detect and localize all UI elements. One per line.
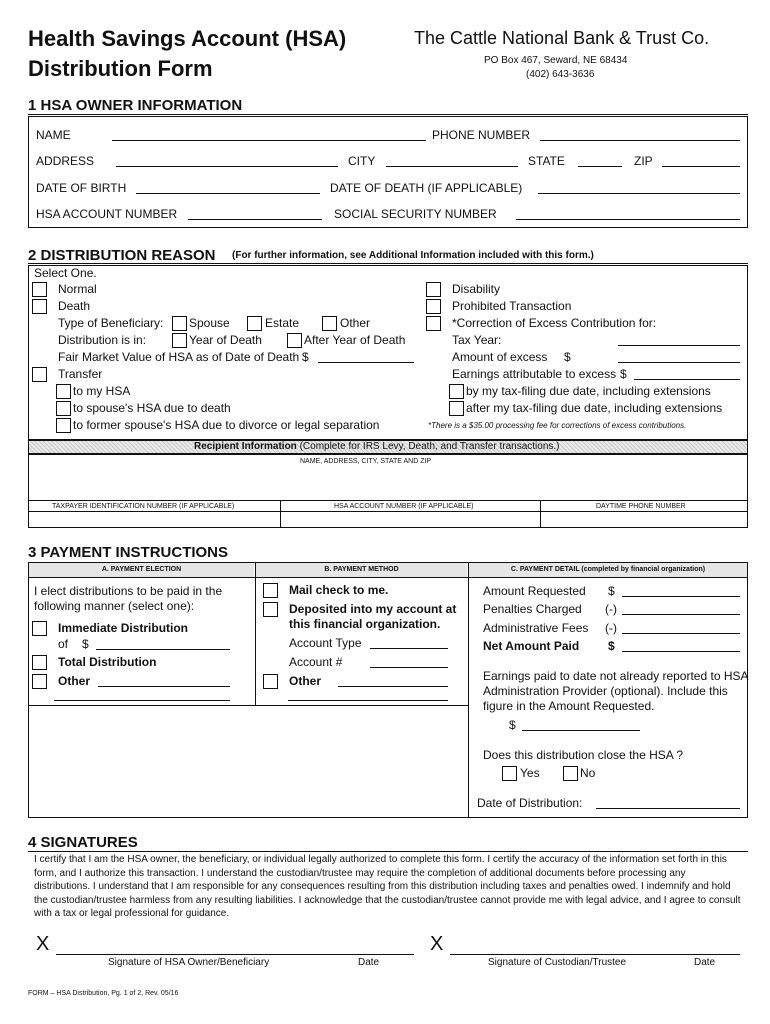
- elect-line1: I elect distributions to be paid in the: [34, 584, 223, 598]
- death-label: Death: [58, 299, 91, 313]
- amount-requested-dollar: $: [608, 584, 615, 598]
- earnings-line1: Earnings paid to date not already reported to HSA: [483, 669, 749, 683]
- zip-field[interactable]: [662, 166, 740, 167]
- year-of-death-label: Year of Death: [189, 333, 262, 347]
- other-election-checkbox[interactable]: [32, 674, 47, 689]
- deposit-line1: Deposited into my account at: [289, 602, 457, 616]
- amount-of-excess-field[interactable]: [618, 362, 740, 363]
- deposit-line2: this financial organization.: [289, 617, 441, 631]
- bank-address: PO Box 467, Seward, NE 68434: [484, 55, 628, 66]
- other-beneficiary-label: Other: [340, 316, 371, 330]
- earnings-attributable-label: Earnings attributable to excess: [452, 367, 617, 381]
- ssn-label: SOCIAL SECURITY NUMBER: [334, 207, 497, 221]
- earnings-line2: Administration Provider (optional). Include this: [483, 684, 728, 698]
- estate-label: Estate: [265, 316, 300, 330]
- dod-field[interactable]: [538, 193, 740, 194]
- tax-year-label: Tax Year:: [452, 333, 502, 347]
- custodian-signature-label: Signature of Custodian/Trustee: [488, 957, 627, 968]
- after-year-of-death-label: After Year of Death: [304, 333, 406, 347]
- total-label: Total Distribution: [58, 655, 157, 669]
- amount-of-excess-label: Amount of excess: [452, 350, 548, 364]
- date-of-distribution-field[interactable]: [596, 808, 740, 809]
- custodian-date-label: Date: [694, 957, 716, 968]
- name-label: NAME: [36, 128, 71, 142]
- owner-signature-field[interactable]: [56, 954, 414, 955]
- disability-checkbox[interactable]: [426, 282, 441, 297]
- immediate-label: Immediate Distribution: [58, 621, 189, 635]
- net-amount-label: Net Amount Paid: [483, 639, 580, 653]
- recipient-box: [28, 454, 748, 528]
- normal-label: Normal: [58, 282, 97, 296]
- other-election-field[interactable]: [98, 686, 230, 687]
- form-id: FORM – HSA Distribution, Pg. 1 of 2, Rev. 05/16: [28, 990, 179, 997]
- section1-heading: 1 HSA OWNER INFORMATION: [28, 97, 243, 114]
- correction-checkbox[interactable]: [426, 316, 441, 331]
- address-field[interactable]: [116, 166, 338, 167]
- account-num-label: Account #: [289, 655, 343, 669]
- city-field[interactable]: [386, 166, 518, 167]
- recipient-tin-label: TAXPAYER IDENTIFICATION NUMBER (IF APPLICABLE): [52, 503, 235, 510]
- elect-line2: following manner (select one):: [34, 599, 195, 613]
- other-beneficiary-checkbox[interactable]: [322, 316, 337, 331]
- fmv-label: Fair Market Value of HSA as of Date of Death: [58, 350, 300, 364]
- other-method-checkbox[interactable]: [263, 674, 278, 689]
- net-amount-dollar: $: [608, 639, 615, 653]
- estate-checkbox[interactable]: [247, 316, 262, 331]
- admin-fees-minus: (-): [605, 621, 617, 635]
- dob-label: DATE OF BIRTH: [36, 181, 127, 195]
- name-field[interactable]: [112, 140, 426, 141]
- penalties-label: Penalties Charged: [483, 602, 582, 616]
- distribution-is-in-label: Distribution is in:: [58, 333, 147, 347]
- other-method-field[interactable]: [338, 686, 448, 687]
- to-spouse-label: to spouse's HSA due to death: [73, 401, 231, 415]
- death-checkbox[interactable]: [32, 299, 47, 314]
- state-label: STATE: [528, 154, 565, 168]
- owner-signature-label: Signature of HSA Owner/Beneficiary: [108, 957, 270, 968]
- recipient-heading-wrap: [194, 441, 560, 452]
- account-type-field[interactable]: [370, 648, 448, 649]
- total-checkbox[interactable]: [32, 655, 47, 670]
- fmv-dollar: $: [302, 350, 309, 364]
- prohibited-checkbox[interactable]: [426, 299, 441, 314]
- mail-check-label: Mail check to me.: [289, 583, 389, 597]
- earnings-attributable-field[interactable]: [634, 379, 740, 380]
- normal-checkbox[interactable]: [32, 282, 47, 297]
- to-my-hsa-label: to my HSA: [73, 384, 131, 398]
- transfer-label: Transfer: [58, 367, 103, 381]
- phone-field[interactable]: [540, 140, 740, 141]
- of-label: of: [58, 637, 69, 651]
- transfer-checkbox[interactable]: [32, 367, 47, 382]
- recipient-daytime-phone-label: DAYTIME PHONE NUMBER: [596, 503, 686, 510]
- other-election-field-2[interactable]: [54, 700, 230, 701]
- close-no-label: No: [580, 766, 596, 780]
- account-num-field[interactable]: [370, 667, 448, 668]
- col-b-header: B. PAYMENT METHOD: [256, 563, 467, 577]
- account-number-label: HSA ACCOUNT NUMBER: [36, 207, 178, 221]
- certification-text: I certify that I am the HSA owner, the beneficiary, or individual legally authorized to complete this form. I certify the accuracy of the information set forth in this form, and I authorize this transaction. I understand the custodian/trustee may require the completion of additional documents before processing any distributions. I understand that I am responsible for any consequences resulting from this distribution including taxes and penalties owed. I indemnify and hold the custodian/trustee harmless from any resulting liabilities. I acknowledge that the custodian/trustee cannot provide me with legal advice, and I agree to consult with a tax or legal professional for guidance.: [34, 854, 741, 919]
- form-title-line1: Health Savings Account (HSA): [28, 26, 347, 51]
- to-former-spouse-label: to former spouse's HSA due to divorce or legal separation: [73, 418, 380, 432]
- to-former-spouse-checkbox[interactable]: [56, 418, 71, 433]
- correction-label: *Correction of Excess Contribution for:: [452, 316, 657, 330]
- spouse-label: Spouse: [189, 316, 230, 330]
- state-field[interactable]: [578, 166, 622, 167]
- other-election-label: Other: [58, 674, 91, 688]
- spouse-checkbox[interactable]: [172, 316, 187, 331]
- immediate-dollar: $: [82, 637, 89, 651]
- address-label: ADDRESS: [36, 154, 95, 168]
- by-due-date-checkbox[interactable]: [449, 384, 464, 399]
- col-c-header: C. PAYMENT DETAIL (completed by financial organization): [469, 563, 747, 577]
- close-question: Does this distribution close the HSA ?: [483, 748, 684, 762]
- close-no-checkbox[interactable]: [563, 766, 578, 781]
- custodian-x-mark: X: [430, 933, 444, 955]
- city-label: CITY: [348, 154, 376, 168]
- year-of-death-checkbox[interactable]: [172, 333, 187, 348]
- custodian-signature-field[interactable]: [450, 954, 740, 955]
- phone-label: PHONE NUMBER: [432, 128, 531, 142]
- zip-label: ZIP: [634, 154, 653, 168]
- other-method-field-2[interactable]: [288, 700, 448, 701]
- section3-heading: 3 PAYMENT INSTRUCTIONS: [28, 544, 229, 561]
- fmv-field[interactable]: [318, 362, 414, 363]
- bank-phone: (402) 643-3636: [526, 69, 595, 80]
- after-due-date-label: after my tax-filing due date, including extensions: [466, 401, 723, 415]
- penalties-field[interactable]: [622, 614, 740, 615]
- col-a-header: A. PAYMENT ELECTION: [29, 563, 254, 577]
- section2-note: (For further information, see Additional Information included with this form.): [232, 250, 594, 261]
- type-of-beneficiary-label: Type of Beneficiary:: [58, 316, 164, 330]
- earnings-dollar: $: [620, 367, 627, 381]
- amount-requested-field[interactable]: [622, 596, 740, 597]
- owner-date-label: Date: [358, 957, 380, 968]
- net-amount-field[interactable]: [622, 651, 740, 652]
- disability-label: Disability: [452, 282, 501, 296]
- immediate-amount-field[interactable]: [96, 649, 230, 650]
- amount-requested-label: Amount Requested: [483, 584, 586, 598]
- to-spouse-checkbox[interactable]: [56, 401, 71, 416]
- section4-heading: 4 SIGNATURES: [28, 834, 138, 851]
- select-one-label: Select One.: [34, 266, 97, 280]
- immediate-checkbox[interactable]: [32, 621, 47, 636]
- excess-dollar: $: [564, 350, 571, 364]
- penalties-minus: (-): [605, 602, 617, 616]
- dod-label: DATE OF DEATH (IF APPLICABLE): [330, 181, 523, 195]
- admin-fees-label: Administrative Fees: [483, 621, 589, 635]
- other-method-label: Other: [289, 674, 322, 688]
- date-of-distribution-label: Date of Distribution:: [477, 796, 583, 810]
- tax-year-field[interactable]: [618, 345, 740, 346]
- earnings-line3: figure in the Amount Requested.: [483, 699, 655, 713]
- recipient-name-address-label: NAME, ADDRESS, CITY, STATE AND ZIP: [300, 458, 432, 465]
- after-year-of-death-checkbox[interactable]: [287, 333, 302, 348]
- close-yes-label: Yes: [520, 766, 540, 780]
- account-type-label: Account Type: [289, 636, 362, 650]
- account-number-field[interactable]: [188, 219, 322, 220]
- earnings-paid-dollar: $: [509, 718, 516, 732]
- ssn-field[interactable]: [516, 219, 740, 220]
- prohibited-label: Prohibited Transaction: [452, 299, 572, 313]
- dob-field[interactable]: [136, 193, 320, 194]
- recipient-heading: Recipient Information: [194, 441, 297, 452]
- to-my-hsa-checkbox[interactable]: [56, 384, 71, 399]
- after-due-date-checkbox[interactable]: [449, 401, 464, 416]
- by-due-date-label: by my tax-filing due date, including extensions: [466, 384, 711, 398]
- owner-x-mark: X: [36, 933, 50, 955]
- form-title-line2: Distribution Form: [28, 56, 213, 81]
- section2-heading: 2 DISTRIBUTION REASON: [28, 247, 216, 264]
- recipient-hsa-account-label: HSA ACCOUNT NUMBER (IF APPLICABLE): [334, 503, 474, 510]
- mail-check-checkbox[interactable]: [263, 583, 278, 598]
- fee-note: *There is a $35.00 processing fee for corrections of excess contributions.: [428, 421, 687, 430]
- admin-fees-field[interactable]: [622, 633, 740, 634]
- bank-name: The Cattle National Bank & Trust Co.: [414, 28, 710, 48]
- earnings-paid-field[interactable]: [522, 730, 640, 731]
- close-yes-checkbox[interactable]: [502, 766, 517, 781]
- deposit-checkbox[interactable]: [263, 602, 278, 617]
- recipient-heading-note: (Complete for IRS Levy, Death, and Transfer transactions.): [299, 441, 560, 452]
